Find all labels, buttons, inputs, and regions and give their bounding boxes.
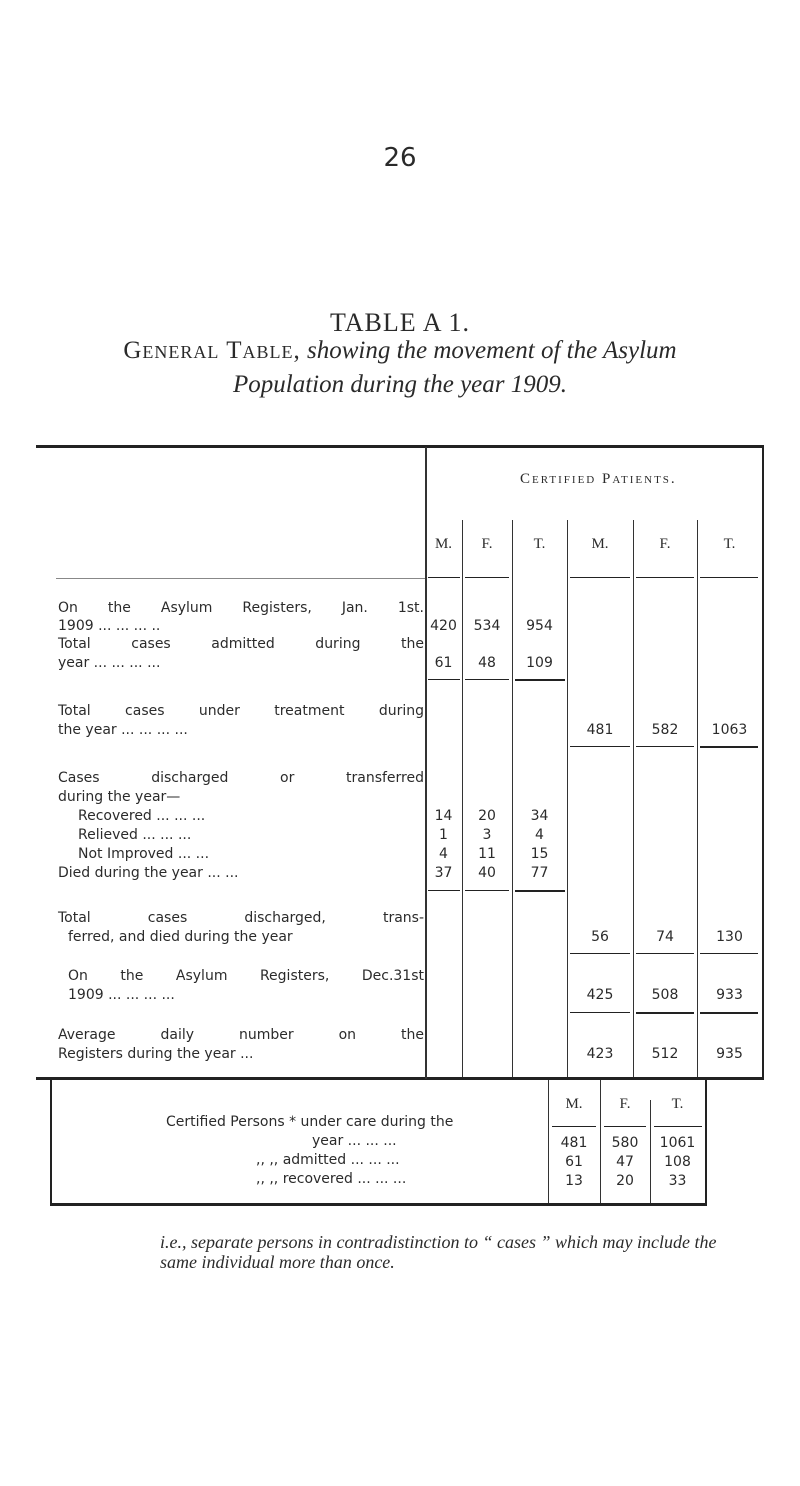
cell: 47 bbox=[616, 1154, 634, 1170]
table-heading-line2: Population during the year 1909. bbox=[233, 371, 567, 398]
cell: 11 bbox=[478, 846, 496, 862]
column-header: F. bbox=[659, 536, 671, 552]
cell: 37 bbox=[434, 865, 453, 881]
column-header: T. bbox=[723, 536, 736, 552]
cell: 1063 bbox=[711, 722, 748, 738]
table-bottom-border bbox=[36, 1077, 764, 1080]
cell: 481 bbox=[560, 1135, 588, 1151]
row-label: 1909 ... ... ... ... bbox=[68, 987, 175, 1003]
subtotal-rule bbox=[636, 1012, 694, 1014]
cell: 14 bbox=[434, 808, 453, 824]
persons-table-left-border bbox=[50, 1080, 52, 1205]
cell: 481 bbox=[586, 722, 614, 738]
cell: 534 bbox=[473, 618, 501, 634]
header-rule bbox=[570, 577, 630, 578]
row-label: Total cases under treatment during bbox=[58, 703, 424, 719]
cell: 933 bbox=[716, 987, 743, 1003]
subtotal-rule bbox=[428, 890, 460, 891]
column-header: F. bbox=[619, 1096, 631, 1112]
header-rule bbox=[428, 577, 460, 578]
column-separator bbox=[462, 520, 463, 1077]
footnote: i.e., separate persons in contradistinction to “ cases ” which may include the same individual more than once. bbox=[160, 1232, 717, 1272]
header-rule bbox=[654, 1126, 702, 1127]
header-rule bbox=[636, 577, 694, 578]
subtotal-rule bbox=[515, 890, 565, 892]
cell: 508 bbox=[651, 987, 679, 1003]
cell: 40 bbox=[478, 865, 496, 881]
cell: 61 bbox=[434, 655, 453, 671]
heading-prefix: General Table, bbox=[123, 337, 301, 364]
cell: 33 bbox=[668, 1173, 687, 1189]
header-rule bbox=[700, 577, 758, 578]
subtotal-rule bbox=[700, 953, 758, 954]
persons-table-right-border bbox=[705, 1080, 707, 1205]
cell: 77 bbox=[530, 865, 549, 881]
cell: 34 bbox=[530, 808, 549, 824]
subtotal-rule bbox=[636, 746, 694, 747]
row-label: during the year— bbox=[58, 789, 181, 805]
row-label: 1909 ... ... ... .. bbox=[58, 618, 161, 634]
header-rule bbox=[465, 577, 509, 578]
row-label: Total cases admitted during the bbox=[58, 636, 424, 652]
cell: 109 bbox=[526, 655, 553, 671]
subtotal-rule bbox=[465, 890, 509, 891]
cell: 582 bbox=[651, 722, 679, 738]
column-header: M. bbox=[434, 536, 453, 552]
subtotal-rule bbox=[570, 953, 630, 954]
header-rule bbox=[552, 1126, 596, 1127]
subtotal-rule bbox=[570, 1012, 630, 1013]
cell: 20 bbox=[616, 1173, 634, 1189]
subtotal-rule bbox=[636, 953, 694, 954]
column-header: M. bbox=[591, 536, 609, 552]
cell: 4 bbox=[535, 827, 544, 843]
cell: 56 bbox=[591, 929, 609, 945]
cell: 61 bbox=[565, 1154, 583, 1170]
cell: 4 bbox=[439, 846, 448, 862]
row-label: On the Asylum Registers, Jan. 1st. bbox=[58, 600, 424, 616]
row-label: ferred, and died during the year bbox=[68, 929, 293, 945]
row-label: Cases discharged or transferred bbox=[58, 770, 424, 786]
page-number: 26 bbox=[383, 143, 417, 173]
label-column-separator bbox=[425, 447, 427, 1079]
group-header: Certified Patients. bbox=[520, 471, 677, 487]
subtotal-rule bbox=[700, 1012, 758, 1014]
cell: 954 bbox=[526, 618, 553, 634]
column-separator bbox=[512, 520, 513, 1077]
cell: 1061 bbox=[659, 1135, 696, 1151]
cell: 512 bbox=[651, 1046, 679, 1062]
row-label: Average daily number on the bbox=[58, 1027, 424, 1043]
persons-table-bottom-border bbox=[50, 1203, 707, 1206]
column-header: T. bbox=[671, 1096, 684, 1112]
row-label: Relieved ... ... ... bbox=[78, 827, 192, 843]
column-header: T. bbox=[533, 536, 546, 552]
row-label: Died during the year ... ... bbox=[58, 865, 239, 881]
row-label: year ... ... ... ... bbox=[58, 655, 161, 671]
subtotal-rule bbox=[428, 679, 460, 680]
subtotal-rule bbox=[465, 679, 509, 680]
row-label: the year ... ... ... ... bbox=[58, 722, 188, 738]
row-label: Certified Persons * under care during the bbox=[166, 1114, 454, 1130]
cell: 74 bbox=[656, 929, 674, 945]
cell: 3 bbox=[482, 827, 492, 843]
cell: 130 bbox=[716, 929, 743, 945]
cell: 420 bbox=[430, 618, 457, 634]
header-rule bbox=[56, 578, 426, 579]
row-label: Not Improved ... ... bbox=[78, 846, 210, 862]
subtotal-rule bbox=[515, 679, 565, 681]
row-label: year ... ... ... bbox=[312, 1133, 397, 1149]
subtotal-rule bbox=[700, 746, 758, 748]
heading-line1-italic: showing the movement of the Asylum bbox=[306, 337, 677, 364]
table-label: TABLE A 1. bbox=[329, 308, 471, 337]
row-label: On the Asylum Registers, Dec.31st bbox=[68, 968, 424, 984]
cell: 108 bbox=[664, 1154, 691, 1170]
cell: 20 bbox=[478, 808, 496, 824]
cell: 580 bbox=[611, 1135, 639, 1151]
row-label: Total cases discharged, trans- bbox=[58, 910, 424, 926]
cell: 48 bbox=[478, 655, 496, 671]
row-label: ,, ,, admitted ... ... ... bbox=[256, 1152, 400, 1168]
column-header: F. bbox=[481, 536, 493, 552]
cell: 1 bbox=[439, 827, 448, 843]
header-rule bbox=[604, 1126, 646, 1127]
cell: 425 bbox=[586, 987, 614, 1003]
cell: 935 bbox=[716, 1046, 743, 1062]
row-label: Recovered ... ... ... bbox=[78, 808, 206, 824]
table-right-border bbox=[762, 445, 764, 1080]
column-header: M. bbox=[565, 1096, 583, 1112]
table-heading-line1 bbox=[0, 337, 800, 365]
table-top-border bbox=[36, 445, 764, 448]
row-label: ,, ,, recovered ... ... ... bbox=[256, 1171, 407, 1187]
cell: 15 bbox=[530, 846, 549, 862]
cell: 13 bbox=[565, 1173, 583, 1189]
cell: 423 bbox=[586, 1046, 614, 1062]
row-label: Registers during the year ... bbox=[58, 1046, 254, 1062]
subtotal-rule bbox=[570, 746, 630, 747]
